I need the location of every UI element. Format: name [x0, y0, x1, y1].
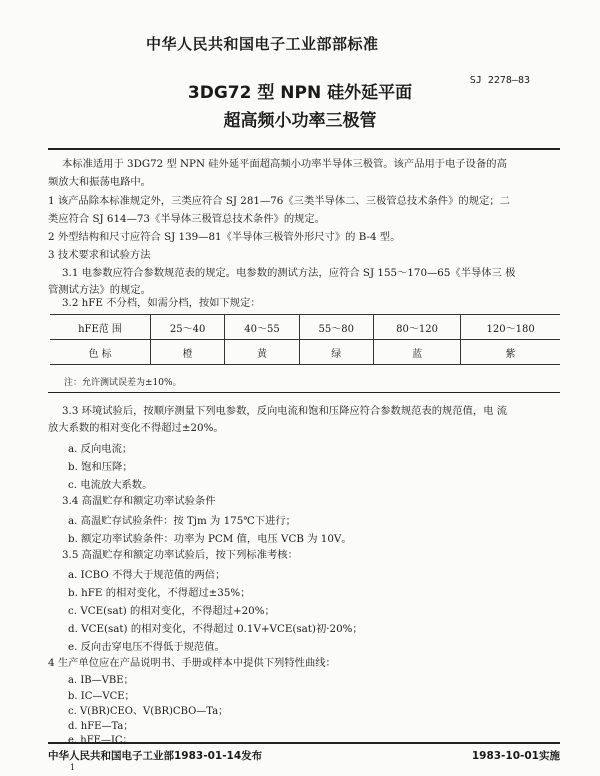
- list-item: b. hFE 的相对变化，不得超过±35%；: [68, 587, 251, 599]
- intro-line2: 频放大和振荡电路中。: [48, 176, 151, 188]
- section-3-3-line2: 放大系数的相对变化不得超过±20%。: [48, 422, 224, 434]
- section-4: 4 生产单位应在产品说明书、手册或样本中提供下列特性曲线：: [48, 657, 336, 669]
- table-note: 注：允许测试误差为±10%。: [64, 378, 182, 388]
- list-item: a. 高温贮存试验条件：按 Tjm 为 175℃下进行；: [68, 515, 296, 527]
- table-cell: 橙: [151, 340, 225, 365]
- doc-title-line1: 3DG72 型 NPN 硅外延平面: [187, 83, 413, 103]
- table-cell: 25～40: [151, 315, 225, 340]
- table-cell: 80～120: [373, 315, 460, 340]
- list-item: c. 电流放大系数。: [68, 479, 153, 491]
- doc-title-line2: 超高频小功率三极管: [223, 111, 377, 131]
- section-3-4: 3.4 高温贮存和额定功率试验条件: [62, 495, 216, 507]
- list-item: e. 反向击穿电压不得低于规范值。: [68, 641, 225, 653]
- table-cell: 40～55: [225, 315, 299, 340]
- footer-rule: [48, 742, 560, 744]
- standard-code: SJ 2278—83: [469, 75, 530, 86]
- list-item: d. VCE(sat) 的相对变化，不得超过 0.1V+VCE(sat)初·20%；: [68, 623, 363, 635]
- top-rule: [48, 148, 560, 150]
- table-cell: hFE范 围: [50, 315, 151, 340]
- table-row: [50, 340, 560, 365]
- list-item: b. 饱和压降；: [68, 461, 133, 473]
- section-1-line2: 类应符合 SJ 614—73《半导体三极管总技术条件》的规定。: [48, 213, 326, 225]
- table-cell: 蓝: [373, 340, 460, 365]
- hfe-color-table: [50, 314, 560, 365]
- section-2: 2 外型结构和尺寸应符合 SJ 139—81《半导体三极管外形尺寸》的 B-4 型。: [48, 231, 401, 243]
- table-cell: 120～180: [461, 315, 560, 340]
- list-item: a. 反向电流；: [68, 443, 133, 455]
- section-3-1-line1: 3.1 电参数应符合参数规范表的规定。电参数的测试方法，应符合 SJ 155～170—65《半导体三 极: [62, 267, 516, 279]
- list-item: d. hFE—Ta；: [68, 721, 134, 732]
- effective-date: 1983-10-01实施: [471, 750, 560, 762]
- section-1-line1: 1 该产品除本标准规定外，三类应符合 SJ 281—76《三类半导体二、三极管总技术条件》的规定；二: [48, 195, 510, 207]
- table-cell: 55～80: [299, 315, 373, 340]
- list-item: b. 额定功率试验条件：功率为 PCM 值，电压 VCB 为 10V。: [68, 533, 352, 545]
- org-standard-header: 中华人民共和国电子工业部部标准: [146, 35, 379, 53]
- list-item: a. ICBO 不得大于规范值的两倍；: [68, 569, 226, 581]
- list-item: b. IC—VCE；: [68, 691, 135, 702]
- list-item: e. hFE—IC；: [68, 735, 133, 746]
- section-3-1-line2: 管测试方法》的规定。: [48, 284, 151, 296]
- section-3-5: 3.5 高温贮存和额定功率试验后，按下列标准考核：: [62, 549, 298, 561]
- intro-line1: 本标准适用于 3DG72 型 NPN 硅外延平面超高频小功率半导体三极管。该产品用于电子设备的高: [62, 158, 507, 170]
- list-item: c. VCE(sat) 的相对变化，不得超过+20%；: [68, 605, 275, 617]
- table-cell: 紫: [461, 340, 560, 365]
- table-cell: 色 标: [50, 340, 151, 365]
- table-row: [50, 315, 560, 340]
- list-item: c. V(BR)CEO、V(BR)CBO—Ta；: [68, 706, 229, 717]
- section-3-heading: 3 技术要求和试验方法: [48, 249, 151, 261]
- table-cell: 绿: [299, 340, 373, 365]
- list-item: a. IB—VBE；: [68, 675, 134, 686]
- issued-date: 中华人民共和国电子工业部1983-01-14发布: [48, 750, 263, 762]
- table-cell: 黄: [225, 340, 299, 365]
- mid-rule: [48, 392, 560, 393]
- section-3-2: 3.2 hFE 不分档，如需分档，按如下规定：: [62, 297, 261, 309]
- section-3-3-line1: 3.3 环境试验后，按顺序测量下列电参数，反向电流和饱和压降应符合参数规范表的规范值，电 流: [62, 405, 508, 417]
- page-number: 1: [70, 763, 76, 772]
